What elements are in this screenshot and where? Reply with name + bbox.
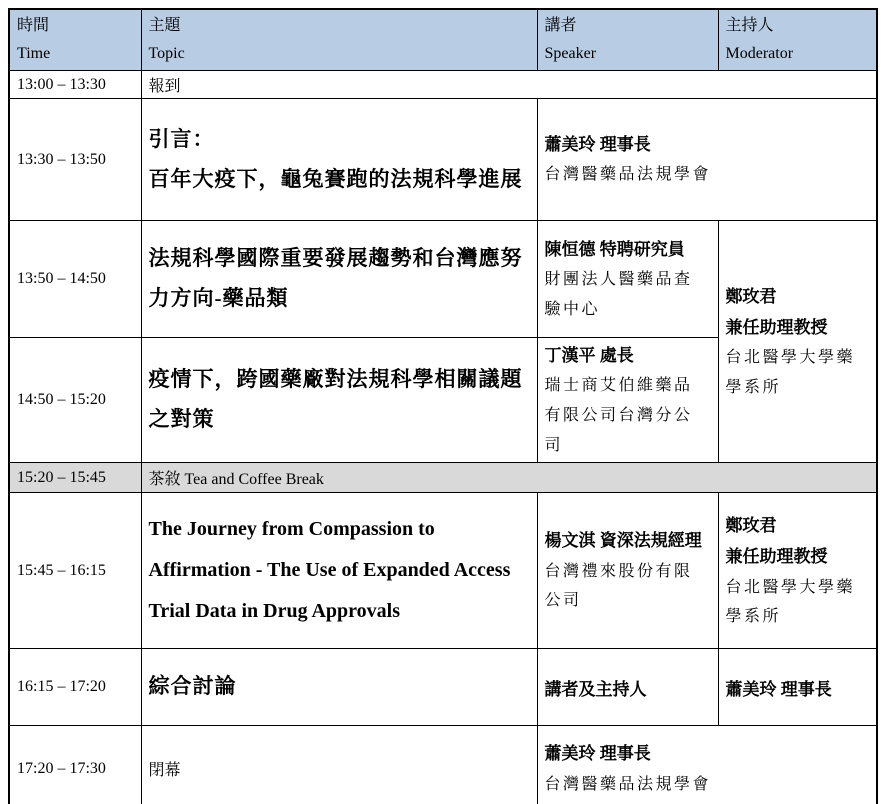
session1-speaker-name: 陳恒德 特聘研究員 xyxy=(544,239,685,259)
session1-2-moderator-cell xyxy=(718,221,877,463)
session1-topic-cell: 法規科學國際重要發展趨勢和台灣應努力方向-藥品類 xyxy=(141,221,537,338)
row-session3 xyxy=(9,493,877,649)
header-speaker-en: Speaker xyxy=(544,45,597,62)
opening-topic-line1: 引言： xyxy=(148,126,215,151)
header-cell-moderator xyxy=(718,9,877,71)
header-topic-en: Topic xyxy=(148,45,185,62)
moderator-name: 鄭玫君 xyxy=(725,515,777,535)
discussion-topic-cell: 綜合討論 xyxy=(141,649,537,726)
closing-time-cell: 17:20 – 17:30 xyxy=(9,726,141,804)
opening-time-cell: 13:30 – 13:50 xyxy=(9,99,141,221)
opening-topic-line2: 百年大疫下，龜兔賽跑的法規科學進展 xyxy=(148,166,523,191)
session2-speaker-org: 瑞士商艾伯維藥品有限公司台灣分公司 xyxy=(544,377,693,454)
row-opening xyxy=(9,99,877,221)
session3-speaker-cell xyxy=(537,493,718,649)
header-time-en: Time xyxy=(17,45,51,62)
moderator-title: 兼任助理教授 xyxy=(725,547,828,567)
header-moderator-en: Moderator xyxy=(725,45,794,62)
tea-break-topic-cell: 茶敘 Tea and Coffee Break xyxy=(141,463,877,493)
session2-speaker-cell xyxy=(537,338,718,463)
closing-speaker-org: 台灣醫藥品法規學會 xyxy=(544,775,712,793)
moderator-title: 兼任助理教授 xyxy=(725,318,828,338)
header-time-zh: 時間 xyxy=(17,17,50,34)
opening-speaker-org: 台灣醫藥品法規學會 xyxy=(544,166,712,184)
moderator-org: 台北醫學大學藥學系所 xyxy=(725,578,856,626)
closing-speaker-name: 蕭美玲 理事長 xyxy=(544,744,651,764)
session1-speaker-org: 財團法人醫藥品查驗中心 xyxy=(544,271,693,318)
registration-topic-cell: 報到 xyxy=(141,71,877,99)
tea-break-time-cell: 15:20 – 15:45 xyxy=(9,463,141,493)
opening-speaker-name: 蕭美玲 理事長 xyxy=(544,134,651,154)
closing-topic-cell: 閉幕 xyxy=(141,726,537,804)
header-topic-zh: 主題 xyxy=(148,17,181,34)
opening-speaker-cell xyxy=(537,99,877,221)
session2-time-cell: 14:50 – 15:20 xyxy=(9,338,141,463)
row-closing xyxy=(9,726,877,804)
session3-speaker-name: 楊文淇 資深法規經理 xyxy=(544,531,702,551)
row-session1 xyxy=(9,221,877,338)
header-moderator-zh: 主持人 xyxy=(725,17,774,34)
header-cell-topic xyxy=(141,9,537,71)
header-row xyxy=(9,9,877,71)
session3-time-cell: 15:45 – 16:15 xyxy=(9,493,141,649)
session1-time-cell: 13:50 – 14:50 xyxy=(9,221,141,338)
session3-topic-cell: The Journey from Compassion to Affirmation - The Use of Expanded Access Trial Data in Drug Approvals xyxy=(141,493,537,649)
opening-topic-cell xyxy=(141,99,537,221)
session3-speaker-org: 台灣禮來股份有限公司 xyxy=(544,562,693,610)
moderator-org: 台北醫學大學藥學系所 xyxy=(725,349,856,397)
header-speaker-zh: 講者 xyxy=(544,17,577,34)
registration-time-cell: 13:00 – 13:30 xyxy=(9,71,141,99)
header-cell-time xyxy=(9,9,141,71)
agenda-table xyxy=(8,8,878,804)
row-registration xyxy=(9,71,877,99)
discussion-moderator-cell: 蕭美玲 理事長 xyxy=(718,649,877,726)
row-tea-break xyxy=(9,463,877,493)
session3-moderator-cell xyxy=(718,493,877,649)
closing-speaker-cell xyxy=(537,726,877,804)
discussion-time-cell: 16:15 – 17:20 xyxy=(9,649,141,726)
discussion-speaker-cell: 講者及主持人 xyxy=(537,649,718,726)
header-cell-speaker xyxy=(537,9,718,71)
session2-topic-cell: 疫情下，跨國藥廠對法規科學相關議題之對策 xyxy=(141,338,537,463)
session2-speaker-name: 丁漢平 處長 xyxy=(544,346,634,365)
moderator-name: 鄭玫君 xyxy=(725,286,777,306)
session1-speaker-cell xyxy=(537,221,718,338)
row-discussion xyxy=(9,649,877,726)
